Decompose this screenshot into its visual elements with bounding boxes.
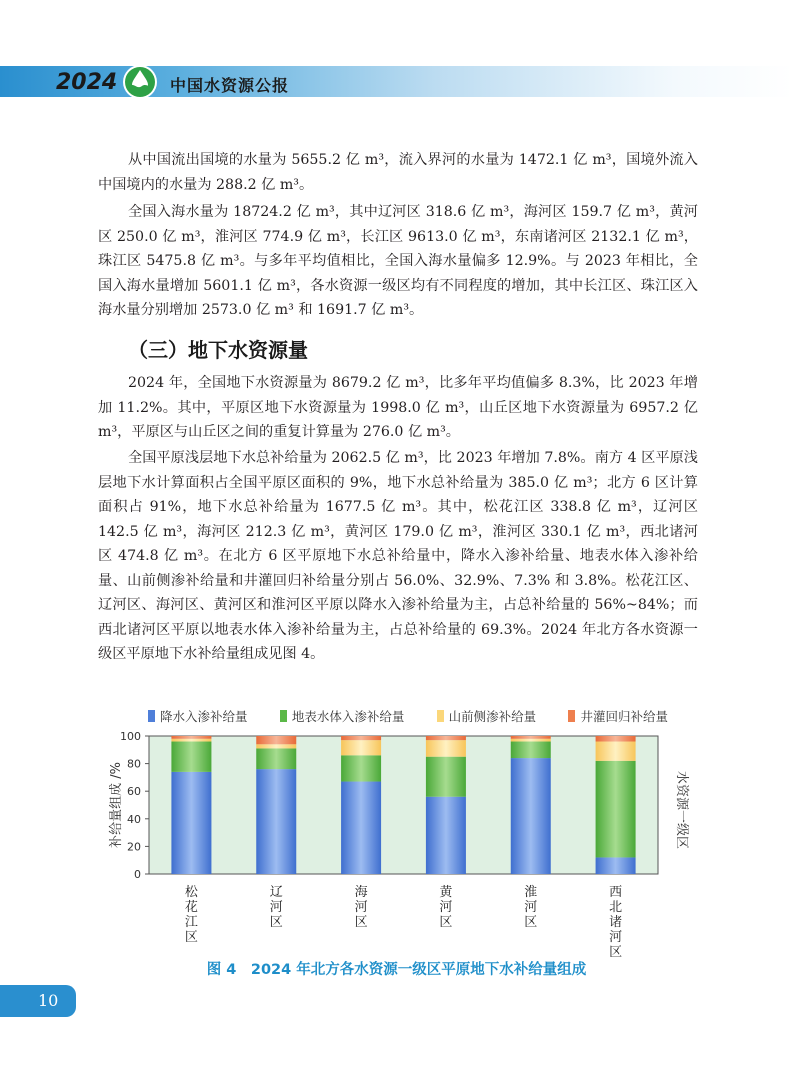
y-axis-label: 补给量组成 /% xyxy=(109,762,124,848)
legend-label: 降水入渗补给量 xyxy=(160,709,248,724)
bar-segment xyxy=(171,739,211,742)
legend-label: 山前侧渗补给量 xyxy=(448,709,537,724)
section-heading: （三）地下水资源量 xyxy=(128,338,308,362)
category-label: 辽河区 xyxy=(269,885,283,930)
y-tick-label: 40 xyxy=(127,812,141,826)
bar-segment xyxy=(171,772,211,874)
bar-segment xyxy=(256,769,296,874)
paragraph-recharge: 全国平原浅层地下水总补给量为 2062.5 亿 m³，比 2023 年增加 7.8%。南方 4 区平原浅层地下水计算面积占全国平原区面积的 9%，地下水总补给量为 385.0 亿 m³；北方 6 区计算面积占 91%，地下水总补给量为 1677.5 亿 m³。其中，松花江区 338.8 亿 m³，辽河区 142.5 亿 m³，海河区 212.3 亿 m³，黄河区 179.0 亿 m³，淮河区 330.1 亿 m³，西北诸河区 474.8 亿 m³。在北方 6 区平原地下水总补给量中，降水入渗补给量、地表水体入渗补给量、山前侧渗补给量和井灌回归补给量分别占 56.0%、32.9%、7.3% 和 3.8%。松花江区、辽河区、海河区、黄河区和淮河区平原以降水入渗补给量为主，占总补给量的 56%~84%；而西北诸河区平原以地表水体入渗补给量为主，占总补给量的 69.3%。2024 年北方各水资源一级区平原地下水补给量组成见图 4。 xyxy=(98,450,698,662)
plot-area xyxy=(149,736,658,874)
x-axis-label: 水资源一级区 xyxy=(674,770,689,850)
category-labels xyxy=(185,884,622,960)
bar-segment xyxy=(596,857,636,874)
bar-segment xyxy=(426,740,466,757)
category-label: 淮河区 xyxy=(524,885,538,930)
y-tick-label: 0 xyxy=(134,868,141,881)
bar-segment xyxy=(256,736,296,744)
legend-label: 井灌回归补给量 xyxy=(580,709,668,724)
bar-segment xyxy=(256,744,296,748)
bar-segment xyxy=(341,782,381,874)
y-tick-label: 100 xyxy=(120,730,141,743)
page-number: 10 xyxy=(38,991,59,1010)
bar-segment xyxy=(596,761,636,858)
y-tick-label: 60 xyxy=(127,785,141,799)
y-axis xyxy=(120,730,149,881)
figure-caption: 图 4 2024 年北方各水资源一级区平原地下水补给量组成 xyxy=(206,962,587,978)
category-label: 松花江区 xyxy=(184,885,198,945)
bar-segment xyxy=(256,748,296,769)
bar-segment xyxy=(426,736,466,740)
y-tick-label: 80 xyxy=(127,757,141,771)
header-title: 中国水资源公报 xyxy=(170,76,290,95)
bar-segment xyxy=(171,742,211,772)
bar-segment xyxy=(341,736,381,740)
legend-label: 地表水体入渗补给量 xyxy=(291,709,405,724)
bar-segment xyxy=(511,739,551,742)
paragraph-sea-inflow: 全国入海水量为 18724.2 亿 m³，其中辽河区 318.6 亿 m³，海河区 159.7 亿 m³，黄河区 250.0 亿 m³，淮河区 774.9 亿 m³，长江区 9613.0 亿 m³，东南诸河区 2132.1 亿 m³，珠江区 5475.8 亿 m³。与多年平均值相比，全国入海水量偏多 12.9%。与 2023 年相比，全国入海水量增加 5601.1 亿 m³，各水资源一级区均有不同程度的增加，其中长江区、珠江区入海水量分别增加 2573.0 亿 m³ 和 1691.7 亿 m³。 xyxy=(98,204,698,318)
bar-segment xyxy=(511,758,551,874)
bar-segment xyxy=(511,742,551,759)
bar-segment xyxy=(341,755,381,781)
category-label: 海河区 xyxy=(354,885,368,930)
paragraph-outflow: 从中国流出国境的水量为 5655.2 亿 m³，流入界河的水量为 1472.1 亿 m³，国境外流入中国境内的水量为 288.2 亿 m³。 xyxy=(98,152,698,193)
header-year: 2024 xyxy=(56,70,118,95)
paragraph-groundwater: 2024 年，全国地下水资源量为 8679.2 亿 m³，比多年平均值偏多 8.3%，比 2023 年增加 11.2%。其中，平原区地下水资源量为 1998.0 亿 m³，山丘区地下水资源量为 6957.2 亿 m³，平原区与山丘区之间的重复计算量为 276.0 亿 m³。 xyxy=(98,375,698,440)
bar-segment xyxy=(426,797,466,874)
bar-segment xyxy=(596,742,636,761)
y-tick-label: 20 xyxy=(127,840,141,854)
bar-segment xyxy=(341,740,381,755)
bar-segment xyxy=(596,736,636,742)
bar-segment xyxy=(511,736,551,739)
category-label: 西北诸河区 xyxy=(609,885,623,960)
bar-segment xyxy=(171,736,211,739)
bar-segment xyxy=(426,757,466,797)
category-label: 黄河区 xyxy=(439,885,453,930)
